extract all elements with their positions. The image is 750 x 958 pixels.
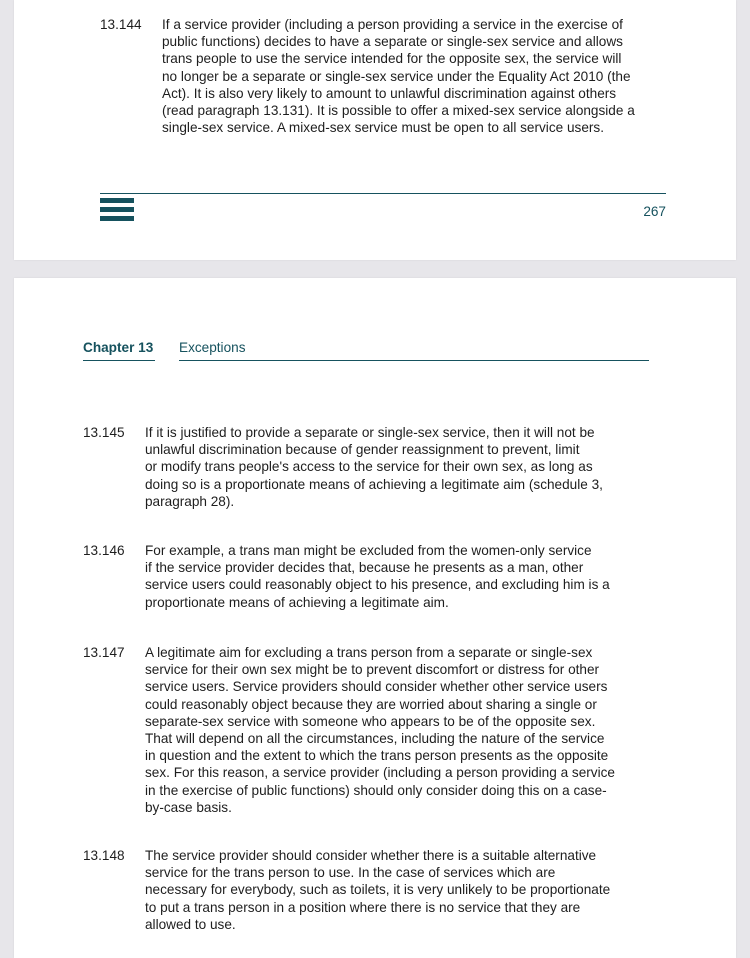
text-line: unlawful discrimination because of gender reassignment to prevent, limit: [145, 442, 580, 458]
text-line: or modify trans people's access to the service for their own sex, as long as: [145, 459, 593, 475]
text-line: if the service provider decides that, because he presents as a man, other: [145, 560, 584, 576]
text-line: proportionate means of achieving a legitimate aim.: [145, 594, 449, 610]
text-line: separate-sex service with someone who appears to be of the opposite sex.: [145, 713, 596, 729]
chapter-title-rule: [179, 360, 649, 361]
paragraph-number: 13.144: [100, 17, 142, 32]
text-line: to put a trans person in a position where there is no service that they are: [145, 899, 581, 915]
text-line: paragraph 28).: [145, 493, 235, 509]
text-line: Act). It is also very likely to amount to unlawful discrimination against others: [162, 85, 617, 101]
text-line: service for the trans person to use. In the case of services which are: [145, 865, 556, 881]
text-line: (read paragraph 13.131). It is possible to offer a mixed-sex service alongside a: [162, 103, 635, 119]
text-line: service for their own sex might be to prevent discomfort or distress for other: [145, 662, 600, 678]
paragraph-text: [145, 847, 610, 933]
text-line: trans people to use the service intended for the opposite sex, the service will: [162, 51, 622, 67]
paragraph-text: [145, 644, 615, 816]
text-line: If a service provider (including a person providing a service in the exercise of: [162, 17, 623, 32]
page-number: 267: [643, 204, 666, 219]
text-line: could reasonably object because they are worried about sharing a single or: [145, 696, 597, 712]
paragraph-text: [145, 542, 610, 611]
text-line: in question and the extent to which the trans person presents as the opposite: [145, 748, 609, 764]
paragraph-text: [145, 424, 603, 510]
text-line: For example, a trans man might be excluded from the women-only service: [145, 543, 592, 558]
chapter-title: Exceptions: [179, 340, 246, 355]
paragraph-number: 13.145: [83, 425, 125, 440]
chapter-label: Chapter 13: [83, 340, 154, 355]
paragraph-number: 13.146: [83, 543, 125, 558]
paragraph-number: 13.147: [83, 645, 125, 660]
text-line: sex. For this reason, a service provider (including a person providing a service: [145, 765, 615, 781]
text-line: service users could reasonably object to his presence, and excluding him is a: [145, 577, 610, 593]
text-line: no longer be a separate or single-sex service under the Equality Act 2010 (the: [162, 68, 631, 84]
text-line: by-case basis.: [145, 799, 232, 815]
paragraph-text: [162, 16, 635, 136]
text-line: public functions) decides to have a separate or single-sex service and allows: [162, 34, 623, 50]
document-page-267: [14, 0, 736, 260]
chapter-label-rule: [83, 360, 155, 361]
paragraph-number: 13.148: [83, 848, 125, 863]
text-line: allowed to use.: [145, 916, 236, 932]
text-line: A legitimate aim for excluding a trans person from a separate or single-sex: [145, 645, 593, 660]
text-line: necessary for everybody, such as toilets, it is very unlikely to be proportionate: [145, 882, 611, 898]
text-line: doing so is a proportionate means of achieving a legitimate aim (schedule 3,: [145, 476, 603, 492]
text-line: That will depend on all the circumstances, including the nature of the service: [145, 731, 605, 747]
text-line: service users. Service providers should consider whether other service users: [145, 679, 608, 695]
text-line: The service provider should consider whether there is a suitable alternative: [145, 848, 597, 863]
text-line: in the exercise of public functions) should only consider doing this on a case-: [145, 782, 607, 798]
text-line: single-sex service. A mixed-sex service must be open to all service users.: [162, 120, 604, 136]
footer-rule: [100, 193, 666, 194]
document-page-268: [14, 278, 736, 958]
text-line: If it is justified to provide a separate or single-sex service, then it will not be: [145, 425, 595, 440]
